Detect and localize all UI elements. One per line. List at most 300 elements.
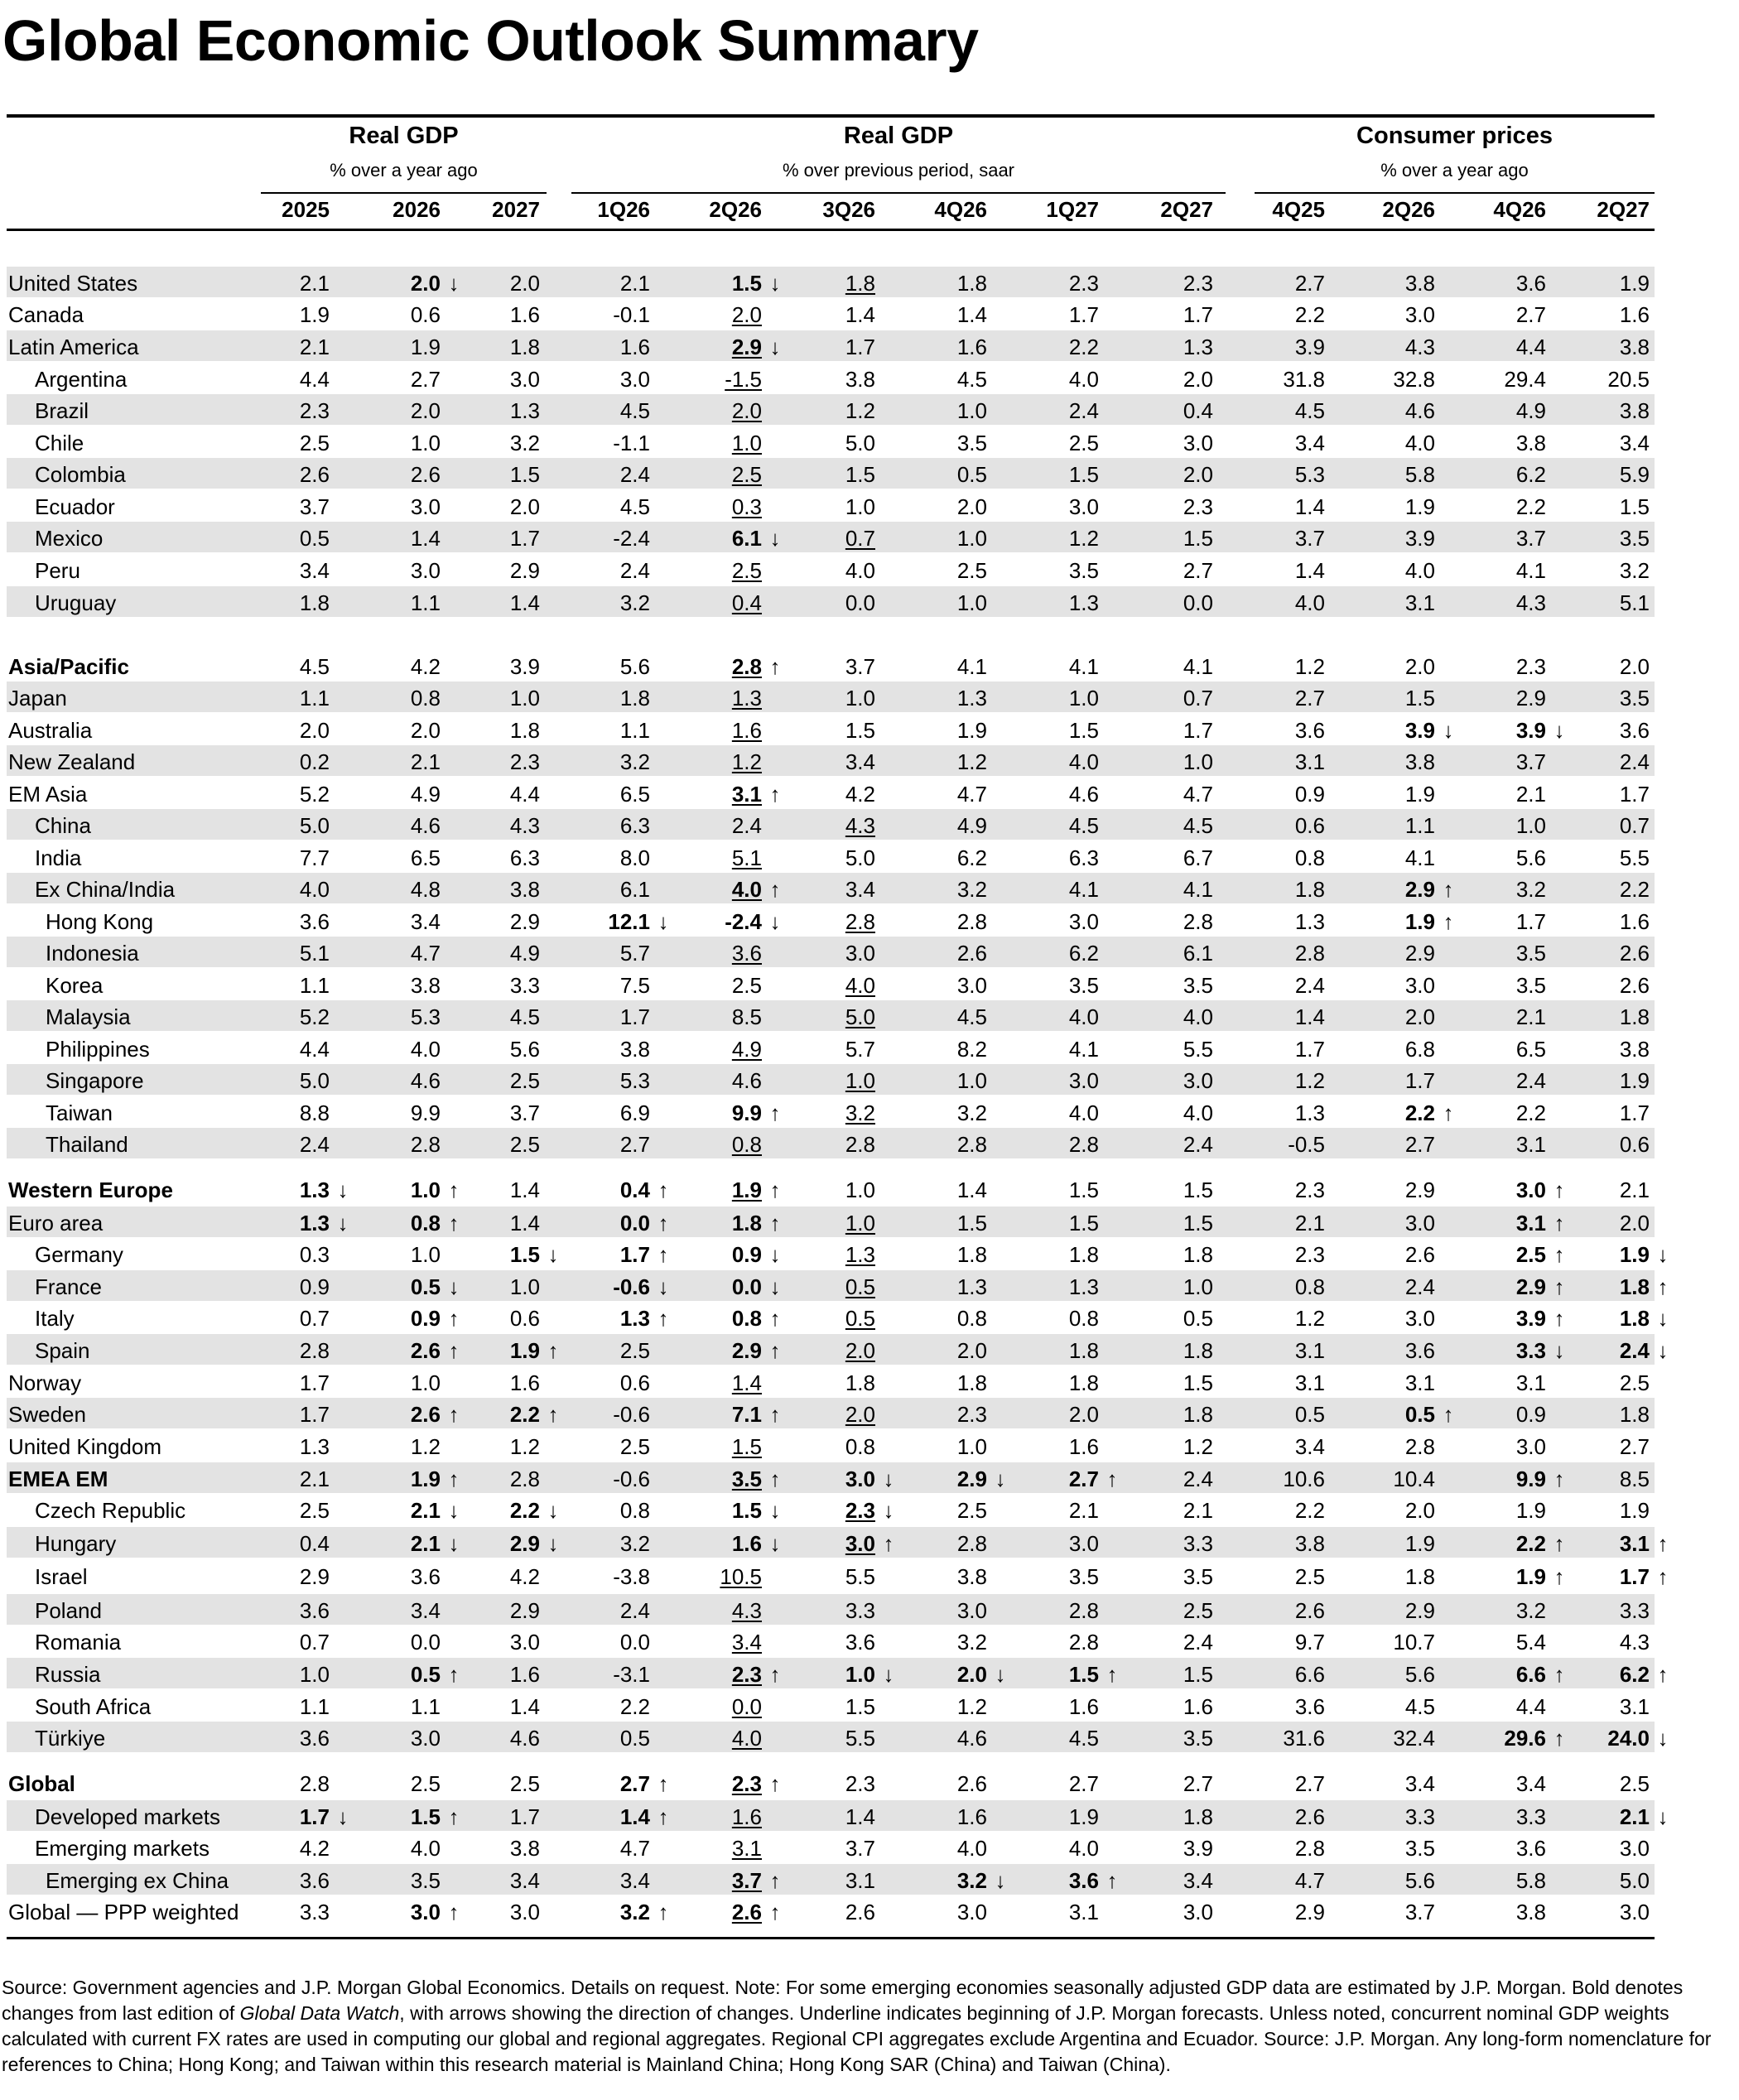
table-cell: 3.4 — [1294, 431, 1325, 455]
table-cell: 3.9 — [1404, 526, 1435, 551]
table-row — [7, 1895, 1655, 1926]
group-subtitle: % over previous period, saar — [782, 160, 1015, 181]
table-cell: 2.9 — [509, 1531, 540, 1556]
table-cell: 0.9 — [1515, 1402, 1546, 1427]
table-cell: 0.4 — [731, 590, 762, 615]
row-label: China — [35, 813, 91, 838]
table-cell: 1.6 — [509, 302, 540, 327]
table-cell: 1.5 — [845, 718, 875, 743]
table-cell: 2.0 — [509, 271, 540, 296]
table-cell: 3.5 — [1068, 973, 1099, 998]
table-cell: 0.6 — [509, 1306, 540, 1331]
table-cell: 1.6 — [731, 1804, 762, 1829]
table-cell: 4.0 — [1404, 558, 1435, 583]
table-cell: 2.1 — [1515, 1004, 1546, 1029]
table-cell: 2.9 — [1294, 1900, 1325, 1924]
table-cell: 2.2 — [1515, 1101, 1546, 1125]
table-cell: 3.6 — [1068, 1868, 1099, 1893]
table-cell: 1.6 — [509, 1662, 540, 1687]
table-cell: 2.9 — [1404, 1178, 1435, 1202]
table-cell: 1.1 — [410, 1694, 441, 1719]
arrow-up-icon: ↑ — [658, 1178, 669, 1202]
table-cell: 5.7 — [845, 1037, 875, 1062]
table-cell: 8.8 — [299, 1101, 330, 1125]
table-cell: 3.1 — [1619, 1531, 1650, 1556]
table-cell: 2.6 — [410, 462, 441, 487]
table-cell: 2.2 — [1515, 1531, 1546, 1556]
arrow-down-icon: ↓ — [769, 1531, 781, 1556]
row-label: Argentina — [35, 367, 128, 392]
column-header: 4Q25 — [1272, 197, 1325, 222]
table-cell: 8.0 — [619, 845, 650, 870]
table-cell: 1.0 — [956, 590, 987, 615]
table-cell: 1.3 — [299, 1211, 330, 1235]
table-cell: 1.7 — [509, 1804, 540, 1829]
table-cell: 4.7 — [1183, 782, 1213, 807]
table-row — [7, 522, 1655, 552]
table-cell: 2.8 — [509, 1467, 540, 1491]
table-cell: 1.0 — [845, 494, 875, 519]
table-cell: 6.3 — [1068, 845, 1099, 870]
table-cell: 4.7 — [956, 782, 987, 807]
table-cell: 0.0 — [619, 1211, 650, 1235]
table-row — [7, 1864, 1655, 1895]
table-cell: 1.5 — [1068, 1662, 1099, 1687]
arrow-up-icon: ↑ — [1657, 1662, 1669, 1687]
table-cell: 2.8 — [956, 1531, 987, 1556]
table-cell: 2.8 — [1404, 1434, 1435, 1459]
table-cell: 0.8 — [731, 1306, 762, 1331]
table-row — [7, 586, 1655, 617]
table-cell: 2.4 — [1183, 1630, 1213, 1654]
table-cell: 1.0 — [956, 526, 987, 551]
table-row — [7, 1033, 1655, 1063]
table-cell: 2.0 — [410, 271, 441, 296]
table-cell: 2.0 — [845, 1338, 875, 1363]
column-header: 1Q27 — [1046, 197, 1099, 222]
table-cell: 1.6 — [1068, 1694, 1099, 1719]
table-cell: 3.7 — [1515, 749, 1546, 774]
table-cell: 3.1 — [1404, 590, 1435, 615]
table-cell: 0.5 — [845, 1274, 875, 1299]
table-cell: 2.6 — [1619, 973, 1650, 998]
table-cell: 2.8 — [845, 1132, 875, 1157]
arrow-down-icon: ↓ — [658, 1274, 669, 1299]
row-label: Ecuador — [35, 494, 115, 519]
row-label: Philippines — [46, 1037, 150, 1062]
table-cell: 1.2 — [956, 749, 987, 774]
table-cell: 0.3 — [731, 494, 762, 519]
table-cell: 0.6 — [1294, 813, 1325, 838]
table-cell: 3.5 — [410, 1868, 441, 1893]
table-cell: 5.5 — [845, 1726, 875, 1751]
arrow-down-icon: ↓ — [547, 1531, 559, 1556]
table-cell: 2.8 — [1068, 1132, 1099, 1157]
table-cell: 0.0 — [410, 1630, 441, 1654]
arrow-up-icon: ↑ — [769, 654, 781, 679]
table-cell: 6.9 — [619, 1101, 650, 1125]
table-cell: 1.7 — [509, 526, 540, 551]
table-cell: 1.8 — [619, 686, 650, 710]
table-cell: 0.5 — [1183, 1306, 1213, 1331]
table-cell: 1.5 — [956, 1211, 987, 1235]
row-label: Korea — [46, 973, 104, 998]
arrow-up-icon: ↑ — [769, 1101, 781, 1125]
table-cell: 1.0 — [731, 431, 762, 455]
arrow-up-icon: ↑ — [448, 1804, 460, 1829]
row-label: France — [35, 1274, 102, 1299]
table-cell: 3.1 — [1515, 1132, 1546, 1157]
arrow-up-icon: ↑ — [448, 1900, 460, 1924]
table-cell: 1.4 — [845, 1804, 875, 1829]
table-cell: -0.6 — [613, 1274, 650, 1299]
table-cell: 3.2 — [1515, 1598, 1546, 1623]
table-cell: 0.8 — [1068, 1306, 1099, 1331]
table-cell: 1.3 — [299, 1178, 330, 1202]
arrow-up-icon: ↑ — [1554, 1211, 1565, 1235]
group-subtitle: % over a year ago — [330, 160, 478, 181]
table-cell: 3.0 — [845, 1467, 875, 1491]
arrow-down-icon: ↓ — [883, 1498, 894, 1523]
table-cell: 1.7 — [619, 1004, 650, 1029]
table-cell: 3.9 — [509, 654, 540, 679]
table-cell: 0.4 — [619, 1178, 650, 1202]
table-cell: 3.3 — [845, 1598, 875, 1623]
table-cell: 2.9 — [731, 1338, 762, 1363]
table-cell: 2.0 — [731, 302, 762, 327]
arrow-down-icon: ↓ — [769, 909, 781, 934]
table-cell: 3.3 — [1404, 1804, 1435, 1829]
table-row — [7, 873, 1655, 903]
table-cell: 1.6 — [1068, 1434, 1099, 1459]
table-cell: 2.5 — [731, 973, 762, 998]
table-cell: 3.8 — [509, 877, 540, 902]
table-cell: 1.6 — [956, 1804, 987, 1829]
table-cell: 2.1 — [410, 1498, 441, 1523]
table-cell: 3.4 — [845, 749, 875, 774]
table-cell: 1.4 — [509, 1694, 540, 1719]
arrow-up-icon: ↑ — [658, 1242, 669, 1267]
table-row — [7, 458, 1655, 489]
table-cell: 4.1 — [1515, 558, 1546, 583]
table-cell: 6.3 — [509, 845, 540, 870]
table-row — [7, 1334, 1669, 1365]
table-row — [7, 330, 1655, 361]
table-cell: 1.0 — [956, 1434, 987, 1459]
table-cell: 4.5 — [509, 1004, 540, 1029]
table-cell: 4.0 — [845, 973, 875, 998]
table-cell: 4.6 — [410, 813, 441, 838]
table-cell: 1.3 — [1068, 1274, 1099, 1299]
table-cell: 1.2 — [1294, 1306, 1325, 1331]
table-cell: 3.6 — [410, 1564, 441, 1589]
table-cell: 5.0 — [845, 1004, 875, 1029]
arrow-up-icon: ↑ — [769, 1211, 781, 1235]
table-cell: 5.3 — [1294, 462, 1325, 487]
table-cell: 1.9 — [1404, 909, 1435, 934]
table-cell: 1.5 — [1183, 526, 1213, 551]
table-cell: 1.1 — [619, 718, 650, 743]
table-cell: 2.9 — [1515, 1274, 1546, 1299]
table-cell: 4.1 — [1183, 654, 1213, 679]
table-cell: 1.4 — [619, 1804, 650, 1829]
table-row — [7, 1128, 1655, 1158]
table-cell: 3.5 — [1619, 526, 1650, 551]
table-cell: 3.8 — [1294, 1531, 1325, 1556]
group-title: Real GDP — [349, 123, 459, 149]
table-cell: 3.0 — [509, 367, 540, 392]
row-label: Developed markets — [35, 1804, 220, 1829]
table-cell: 1.8 — [1183, 1804, 1213, 1829]
table-cell: 4.0 — [410, 1037, 441, 1062]
table-cell: 3.5 — [1183, 973, 1213, 998]
table-cell: 10.4 — [1393, 1467, 1435, 1491]
table-cell: 2.4 — [1183, 1132, 1213, 1157]
table-cell: 1.0 — [1068, 686, 1099, 710]
table-cell: 0.5 — [1404, 1402, 1435, 1427]
table-row — [7, 1832, 1655, 1862]
table-cell: -2.4 — [613, 526, 650, 551]
table-cell: 3.0 — [1619, 1836, 1650, 1861]
table-cell: 2.5 — [509, 1771, 540, 1796]
table-cell: 3.7 — [1294, 526, 1325, 551]
table-cell: 3.8 — [1619, 335, 1650, 359]
table-row — [7, 1270, 1669, 1301]
table-cell: -1.5 — [725, 367, 762, 392]
table-row — [7, 1238, 1669, 1269]
table-cell: 2.4 — [1183, 1467, 1213, 1491]
table-cell: 0.0 — [731, 1694, 762, 1719]
arrow-up-icon: ↑ — [1106, 1662, 1118, 1687]
table-cell: -2.4 — [725, 909, 762, 934]
table-cell: 1.5 — [845, 1694, 875, 1719]
table-cell: 3.1 — [1515, 1211, 1546, 1235]
table-cell: 0.0 — [845, 590, 875, 615]
table-cell: 2.3 — [845, 1771, 875, 1796]
row-label: Euro area — [8, 1211, 104, 1235]
table-cell: 1.2 — [1294, 1068, 1325, 1093]
table-cell: 5.2 — [299, 782, 330, 807]
table-cell: 6.5 — [619, 782, 650, 807]
table-cell: 0.7 — [299, 1630, 330, 1654]
table-cell: 4.9 — [731, 1037, 762, 1062]
table-cell: 3.9 — [1404, 718, 1435, 743]
table-cell: 2.0 — [956, 1662, 987, 1687]
table-cell: 4.8 — [410, 877, 441, 902]
table-cell: 1.4 — [410, 526, 441, 551]
arrow-down-icon: ↓ — [337, 1211, 349, 1235]
arrow-up-icon: ↑ — [658, 1306, 669, 1331]
table-cell: 3.5 — [1183, 1564, 1213, 1589]
arrow-up-icon: ↑ — [1554, 1726, 1565, 1751]
table-cell: 2.3 — [1068, 271, 1099, 296]
table-cell: 1.7 — [1619, 1564, 1650, 1589]
table-cell: 4.9 — [1515, 398, 1546, 423]
table-cell: 1.5 — [509, 462, 540, 487]
table-cell: 3.7 — [509, 1101, 540, 1125]
table-cell: 4.0 — [1068, 1101, 1099, 1125]
table-cell: 3.2 — [956, 1630, 987, 1654]
arrow-down-icon: ↓ — [769, 271, 781, 296]
table-cell: 1.9 — [731, 1178, 762, 1202]
table-cell: 3.6 — [1404, 1338, 1435, 1363]
table-row — [7, 969, 1655, 999]
arrow-down-icon: ↓ — [448, 1274, 460, 1299]
table-cell: 1.7 — [1619, 1101, 1650, 1125]
table-cell: 1.0 — [845, 1068, 875, 1093]
table-cell: 2.4 — [619, 1598, 650, 1623]
table-cell: 1.8 — [1068, 1242, 1099, 1267]
table-cell: 2.0 — [1183, 462, 1213, 487]
table-cell: 2.6 — [410, 1402, 441, 1427]
table-cell: 1.6 — [956, 335, 987, 359]
table-cell: 1.0 — [299, 1662, 330, 1687]
arrow-up-icon: ↑ — [448, 1338, 460, 1363]
table-cell: 0.4 — [1183, 398, 1213, 423]
table-cell: 5.6 — [1404, 1868, 1435, 1893]
table-cell: 1.9 — [1619, 1068, 1650, 1093]
arrow-up-icon: ↑ — [448, 1662, 460, 1687]
row-label: Mexico — [35, 526, 104, 551]
table-cell: 2.0 — [1404, 1498, 1435, 1523]
table-cell: 2.7 — [1183, 558, 1213, 583]
table-row — [7, 1366, 1655, 1397]
table-cell: 0.4 — [299, 1531, 330, 1556]
table-cell: 2.1 — [619, 271, 650, 296]
table-cell: 5.0 — [299, 813, 330, 838]
table-cell: 2.7 — [1068, 1771, 1099, 1796]
table-cell: 6.7 — [1183, 845, 1213, 870]
table-cell: 3.9 — [1515, 1306, 1546, 1331]
row-label: Canada — [8, 302, 84, 327]
table-cell: 3.0 — [1183, 431, 1213, 455]
table-cell: 12.1 — [608, 909, 650, 934]
table-cell: 0.5 — [619, 1726, 650, 1751]
table-cell: 0.0 — [619, 1630, 650, 1654]
table-cell: 3.0 — [845, 1531, 875, 1556]
table-row — [7, 1430, 1655, 1461]
table-cell: 2.8 — [1294, 941, 1325, 966]
arrow-down-icon: ↓ — [769, 1498, 781, 1523]
table-cell: 1.9 — [1619, 1498, 1650, 1523]
table-cell: 4.2 — [845, 782, 875, 807]
table-cell: 1.0 — [845, 1178, 875, 1202]
table-cell: 1.0 — [509, 686, 540, 710]
table-cell: 3.4 — [509, 1868, 540, 1893]
table-row — [7, 714, 1655, 744]
table-cell: 3.3 — [1515, 1338, 1546, 1363]
table-cell: 2.6 — [1294, 1598, 1325, 1623]
table-cell: 3.5 — [1183, 1726, 1213, 1751]
row-label: EM Asia — [8, 782, 88, 807]
table-cell: 3.0 — [509, 1900, 540, 1924]
table-cell: 2.4 — [1619, 1338, 1650, 1363]
table-cell: 3.0 — [410, 558, 441, 583]
table-row — [7, 1560, 1669, 1591]
table-bottom-rule — [7, 1937, 1655, 1939]
table-cell: 3.4 — [410, 909, 441, 934]
row-label: Emerging markets — [35, 1836, 210, 1861]
table-cell: 0.5 — [299, 526, 330, 551]
table-cell: 3.4 — [1404, 1771, 1435, 1796]
table-cell: 3.7 — [299, 494, 330, 519]
table-cell: 5.8 — [1515, 1868, 1546, 1893]
table-cell: 3.4 — [299, 558, 330, 583]
table-row — [7, 298, 1655, 329]
table-cell: 3.9 — [1183, 1836, 1213, 1861]
row-label: South Africa — [35, 1694, 152, 1719]
table-cell: 2.2 — [619, 1694, 650, 1719]
table-cell: 2.1 — [1183, 1498, 1213, 1523]
arrow-down-icon: ↓ — [769, 526, 781, 551]
table-cell: 4.5 — [1183, 813, 1213, 838]
table-cell: 0.7 — [1183, 686, 1213, 710]
table-cell: 3.0 — [845, 941, 875, 966]
table-cell: 4.9 — [509, 941, 540, 966]
table-cell: 1.8 — [509, 718, 540, 743]
arrow-down-icon: ↓ — [547, 1498, 559, 1523]
row-label: Italy — [35, 1306, 75, 1331]
column-header: 2025 — [282, 197, 330, 222]
table-cell: 3.5 — [731, 1467, 762, 1491]
table-cell: 1.0 — [845, 1211, 875, 1235]
table-cell: 2.2 — [1068, 335, 1099, 359]
table-cell: 2.0 — [1183, 367, 1213, 392]
table-cell: 4.6 — [1068, 782, 1099, 807]
table-cell: 2.5 — [731, 558, 762, 583]
table-cell: 0.8 — [410, 1211, 441, 1235]
arrow-up-icon: ↑ — [1443, 1101, 1454, 1125]
table-cell: 1.9 — [1515, 1498, 1546, 1523]
table-cell: 2.3 — [509, 749, 540, 774]
table-cell: 1.5 — [1619, 494, 1650, 519]
table-cell: 2.6 — [410, 1338, 441, 1363]
arrow-up-icon: ↑ — [1554, 1467, 1565, 1491]
table-cell: 1.5 — [731, 1498, 762, 1523]
table-cell: 5.9 — [1619, 462, 1650, 487]
table-cell: 7.5 — [619, 973, 650, 998]
table-cell: 2.9 — [956, 1467, 987, 1491]
column-header: 2026 — [393, 197, 441, 222]
table-cell: 1.3 — [1294, 909, 1325, 934]
table-cell: 1.5 — [1068, 718, 1099, 743]
table-cell: 2.9 — [1404, 941, 1435, 966]
arrow-up-icon: ↑ — [769, 1868, 781, 1893]
table-cell: 4.5 — [1068, 813, 1099, 838]
table-cell: 6.2 — [1515, 462, 1546, 487]
arrow-down-icon: ↓ — [1657, 1306, 1669, 1331]
column-header: 2027 — [492, 197, 540, 222]
table-cell: 3.8 — [619, 1037, 650, 1062]
row-label: EMEA EM — [8, 1467, 108, 1491]
table-cell: 4.0 — [299, 877, 330, 902]
table-cell: 2.0 — [1619, 1211, 1650, 1235]
table-row — [7, 363, 1655, 393]
table-cell: 2.1 — [299, 335, 330, 359]
table-cell: -1.1 — [613, 431, 650, 455]
table-cell: 9.9 — [1515, 1467, 1546, 1491]
table-cell: 3.0 — [956, 973, 987, 998]
arrow-up-icon: ↑ — [769, 1662, 781, 1687]
table-cell: 2.3 — [1515, 654, 1546, 679]
column-header: 4Q26 — [934, 197, 987, 222]
table-cell: 2.7 — [1294, 686, 1325, 710]
table-cell: 4.7 — [619, 1836, 650, 1861]
table-cell: 3.5 — [1619, 686, 1650, 710]
table-cell: 10.5 — [720, 1564, 762, 1589]
table-cell: 2.6 — [845, 1900, 875, 1924]
table-cell: 5.7 — [619, 941, 650, 966]
